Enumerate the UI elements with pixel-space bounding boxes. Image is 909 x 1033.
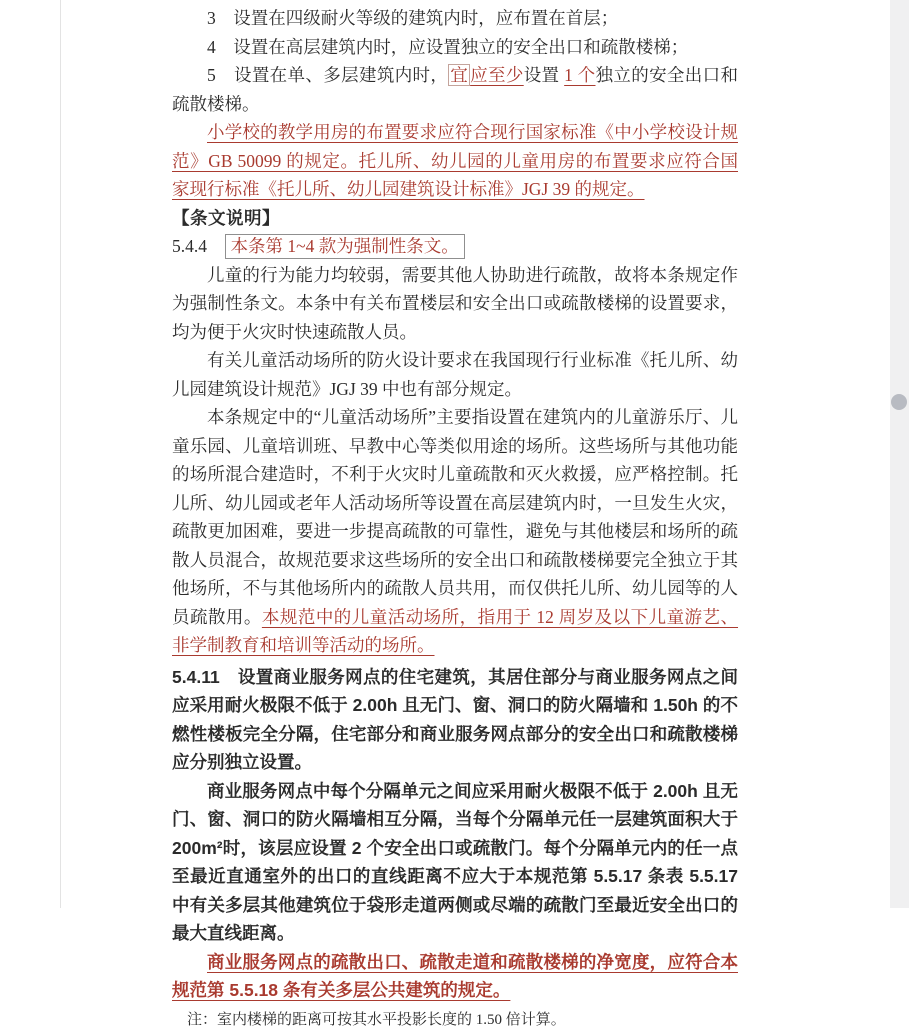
text-segment: 4 设置在高层建筑内时，应设置独立的安全出口和疏散楼梯；	[207, 36, 689, 57]
explanation-paragraph	[172, 261, 738, 347]
clause-5-4-11	[172, 663, 738, 777]
clause-item-4	[172, 33, 738, 62]
revision-text-segment: 应至少	[470, 65, 524, 85]
text-segment: 3 设置在四级耐火等级的建筑内时，应布置在首层；	[207, 8, 619, 28]
scroll-indicator[interactable]	[891, 394, 907, 410]
text-segment: 【条文说明】	[172, 207, 280, 228]
revision-text-segment: 小学校的教学用房的布置要求应符合现行国家标准《中小学校设计规范》GB 50099 的规定。托儿所、幼儿园的儿童用房的布置要求应符合国家现行标准《托儿所、幼儿园建筑设计标准》JGJ 39 的规定。	[172, 122, 738, 199]
revision-text-segment: 商业服务网点的疏散出口、疏散走道和疏散楼梯的净宽度，应符合本规范第 5.5.18 条有关多层公共建筑的规定。	[172, 951, 738, 1000]
clause-5-4-4-heading	[172, 232, 738, 261]
revision-text-segment: 本条第 1~4 款为强制性条文。	[225, 234, 465, 259]
scrollbar-track[interactable]	[890, 0, 909, 908]
text-segment: 5.4.11 设置商业服务网点的住宅建筑，其居住部分与商业服务网点之间应采用耐火极限不低于 2.00h 且无门、窗、洞口的防火隔墙和 1.50h 的不燃性楼板完全分隔，住宅部分和商业服务网点部分的安全出口和疏散楼梯应分别独立设置。	[172, 666, 738, 772]
revision-paragraph	[172, 118, 738, 204]
clause-item-5	[172, 61, 738, 118]
text-segment: 商业服务网点中每个分隔单元之间应采用耐火极限不低于 2.00h 且无门、窗、洞口的防火隔墙相互分隔，当每个分隔单元任一层建筑面积大于 200m²时，该层应设置 2 个安全出口或疏散门。每个分隔单元内的任一点至最近直通室外的出口的直线距离不应大于本规范第 5.5.17 条表 5.5.17 中有关多层其他建筑位于袋形走道两侧或尽端的疏散门至最近安全出口的最大直线距离。	[172, 780, 738, 943]
clause-paragraph	[172, 777, 738, 948]
text-segment: 5 设置在单、多层建筑内时，	[207, 65, 449, 85]
revision-paragraph	[172, 948, 738, 1005]
revision-text-segment: 宜	[450, 65, 469, 85]
document-content	[172, 4, 738, 1033]
text-segment: 儿童的行为能力均较弱，需要其他人协助进行疏散，故将本条规定作为强制性条文。本条中有关布置楼层和安全出口或疏散楼梯的设置要求，均为便于火灾时快速疏散人员。	[172, 264, 738, 342]
text-segment: 设置	[523, 65, 565, 85]
explanation-paragraph	[172, 346, 738, 403]
note-line	[172, 1008, 738, 1033]
text-segment: 独立的安全出口和疏散楼梯。	[172, 65, 739, 114]
clause-item-3	[172, 4, 738, 33]
revision-text-segment: 本规范中的儿童活动场所，指用于 12 周岁及以下儿童游艺、非学制教育和培训等活动的场所。	[172, 606, 739, 655]
explanation-paragraph	[172, 403, 738, 660]
text-segment: 5.4.4	[172, 236, 225, 256]
text-segment: 本条规定中的“儿童活动场所”主要指设置在建筑内的儿童游乐厅、儿童乐园、儿童培训班、早教中心等类似用途的场所。这些场所与其他功能的场所混合建造时，不利于火灾时儿童疏散和灭火救援，应严格控制。托儿所、幼儿园或老年人活动场所等设置在高层建筑内时，一旦发生火灾，疏散更加困难，要进一步提高疏散的可靠性，避免与其他楼层和场所的疏散人员混合，故规范要求这些场所的安全出口和疏散楼梯要完全独立于其他场所，不与其他场所内的疏散人员共用，而仅供托儿所、幼儿园等的人员疏散用。	[172, 407, 738, 627]
page-edge-line	[60, 0, 61, 908]
revision-text-segment: 1 个	[564, 65, 596, 85]
section-label	[172, 204, 738, 233]
text-segment: 有关儿童活动场所的防火设计要求在我国现行行业标准《托儿所、幼儿园建筑设计规范》JGJ 39 中也有部分规定。	[172, 350, 738, 399]
text-segment: 注：室内楼梯的距离可按其水平投影长度的 1.50 倍计算。	[187, 1011, 566, 1028]
